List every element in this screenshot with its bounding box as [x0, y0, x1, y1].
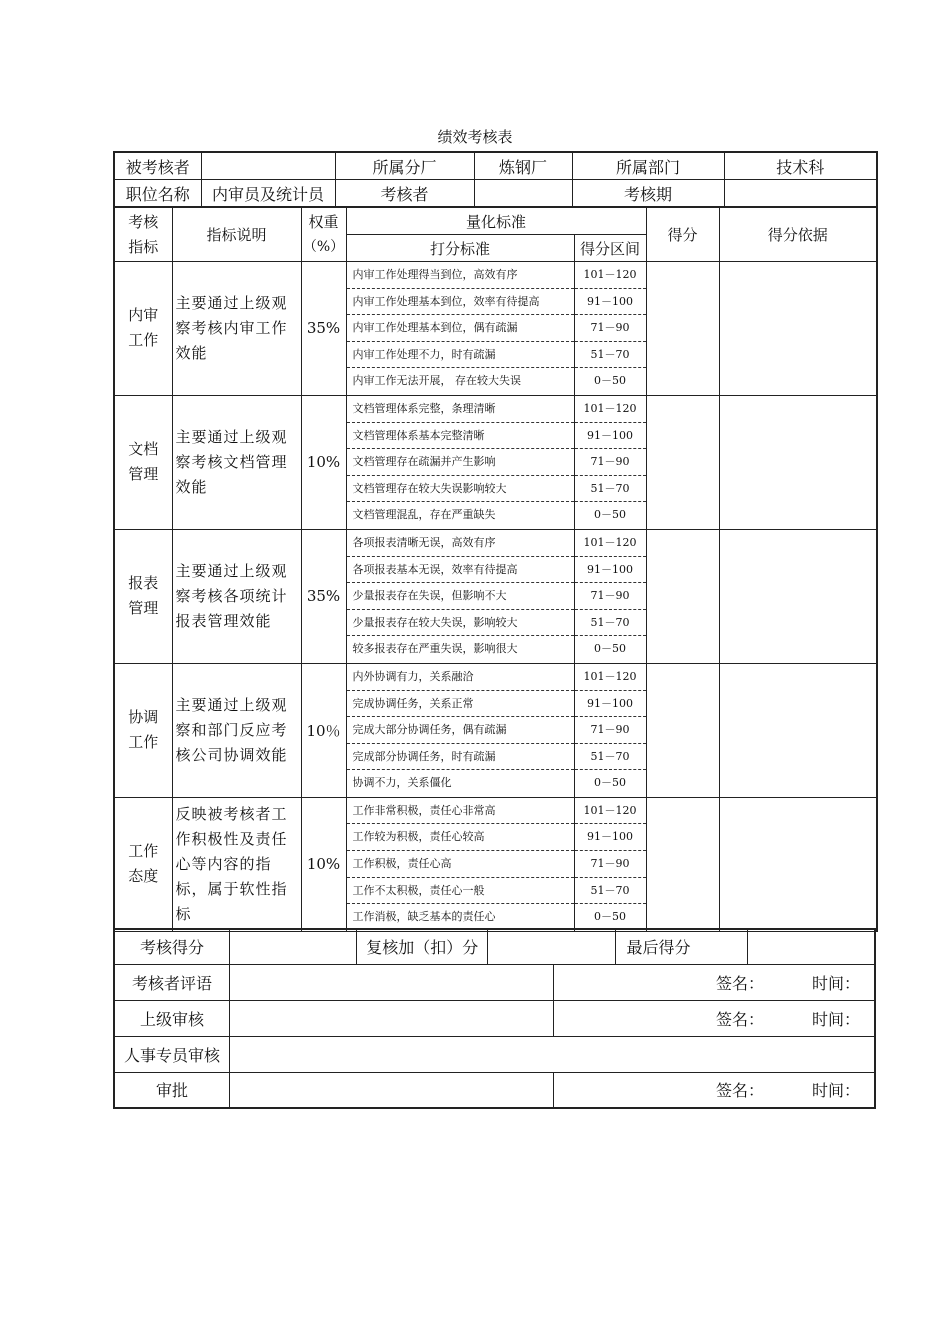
score-range: 51－70 [575, 476, 646, 503]
criteria-level: 工作积极，责任心高 [347, 851, 574, 878]
reviewer-signature-block [554, 964, 875, 1000]
score-field[interactable] [646, 395, 719, 529]
reviewee-label: 被考核者 [114, 152, 201, 180]
criteria-level: 各项报表基本无误，效率有待提高 [347, 557, 574, 584]
range-list [574, 262, 646, 396]
col-criteria-header: 打分标准 [346, 235, 574, 262]
superior-review-field[interactable] [229, 1000, 553, 1036]
score-range: 71－90 [575, 717, 646, 744]
position-label: 职位名称 [114, 180, 201, 208]
criteria-level: 内审工作处理基本到位，效率有待提高 [347, 289, 574, 316]
criteria-level: 完成大部分协调任务，偶有疏漏 [347, 717, 574, 744]
range-list [574, 395, 646, 529]
period-label: 考核期 [572, 180, 724, 208]
criteria-level: 文档管理存在较大失误影响较大 [347, 476, 574, 503]
score-range: 0－50 [594, 508, 626, 522]
criteria-level: 协调不力，关系僵化 [352, 776, 452, 790]
score-range: 91－100 [575, 423, 646, 450]
score-field[interactable] [646, 663, 719, 797]
score-range: 71－90 [575, 583, 646, 610]
criteria-level: 少量报表存在较大失误，影响较大 [347, 610, 574, 637]
time-label: 时间： [811, 973, 860, 993]
criteria-level: 文档管理混乱，存在严重缺失 [352, 508, 496, 522]
dept-label: 所属部门 [572, 152, 724, 180]
col-indicator-header: 考核指标 [114, 208, 172, 262]
score-range: 51－70 [575, 610, 646, 637]
indicator-row [114, 395, 877, 529]
criteria-list [346, 529, 574, 663]
score-range: 0－50 [594, 776, 626, 790]
indicator-description: 主要通过上级观察考核文档管理效能 [172, 395, 301, 529]
col-quant-header: 量化标准 [346, 208, 646, 235]
branch-label: 所属分厂 [335, 152, 474, 180]
indicator-weight: 35% [301, 529, 346, 663]
score-basis-field[interactable] [719, 663, 877, 797]
range-list [574, 663, 646, 797]
indicator-table [113, 207, 878, 932]
score-range: 101－120 [575, 530, 646, 557]
score-range: 0－50 [594, 642, 626, 656]
superior-signature-block [554, 1000, 875, 1036]
final-score-label: 最后得分 [616, 929, 748, 964]
superior-review-label: 上级审核 [114, 1000, 229, 1036]
score-field[interactable] [646, 529, 719, 663]
indicator-description: 主要通过上级观察考核内审工作效能 [172, 262, 301, 396]
recheck-field[interactable] [487, 929, 615, 964]
criteria-level: 完成协调任务，关系正常 [347, 691, 574, 718]
time-label: 时间： [811, 1009, 860, 1029]
indicator-description: 主要通过上级观察和部门反应考核公司协调效能 [172, 663, 301, 797]
indicator-row [114, 262, 877, 396]
col-range-header: 得分区间 [574, 235, 646, 262]
score-range: 0－50 [594, 910, 626, 924]
indicator-weight: 10% [301, 797, 346, 931]
header-table [113, 151, 878, 208]
sign-label: 签名： [715, 973, 764, 993]
total-score-field[interactable] [229, 929, 357, 964]
reviewer-comment-field[interactable] [229, 964, 553, 1000]
reviewee-value-field[interactable] [201, 152, 335, 180]
criteria-level: 工作非常积极，责任心非常高 [347, 798, 574, 825]
score-range: 91－100 [575, 691, 646, 718]
reviewer-comment-label: 考核者评语 [114, 964, 229, 1000]
branch-value[interactable]: 炼钢厂 [474, 152, 572, 180]
recheck-label: 复核加（扣）分 [357, 929, 488, 964]
criteria-list [346, 262, 574, 396]
indicator-row [114, 663, 877, 797]
score-basis-field[interactable] [719, 262, 877, 396]
indicator-name: 工作态度 [114, 797, 172, 931]
approval-field[interactable] [229, 1072, 553, 1108]
score-field[interactable] [646, 797, 719, 931]
range-list [574, 529, 646, 663]
score-range: 91－100 [575, 824, 646, 851]
final-score-field[interactable] [747, 929, 875, 964]
score-range: 71－90 [575, 449, 646, 476]
criteria-level: 工作较为积极，责任心较高 [347, 824, 574, 851]
criteria-list [346, 663, 574, 797]
criteria-level: 内审工作处理不力，时有疏漏 [347, 342, 574, 369]
score-range: 71－90 [575, 851, 646, 878]
criteria-list [346, 395, 574, 529]
weight-header-line2: （%） [302, 238, 345, 255]
position-value[interactable]: 内审员及统计员 [201, 180, 335, 208]
score-basis-field[interactable] [719, 529, 877, 663]
score-range: 101－120 [575, 664, 646, 691]
indicator-weight: 10% [301, 395, 346, 529]
col-weight-header [301, 208, 346, 262]
approval-label: 审批 [114, 1072, 229, 1108]
criteria-level: 较多报表存在严重失误，影响很大 [352, 642, 518, 656]
score-range: 101－120 [575, 798, 646, 825]
score-basis-field[interactable] [719, 395, 877, 529]
score-field[interactable] [646, 262, 719, 396]
criteria-level: 内审工作处理得当到位，高效有序 [347, 262, 574, 289]
criteria-level: 文档管理体系基本完整清晰 [347, 423, 574, 450]
score-range: 51－70 [575, 342, 646, 369]
sign-label: 签名： [715, 1081, 764, 1100]
hr-review-label: 人事专员审核 [114, 1036, 229, 1072]
criteria-level: 内外协调有力，关系融洽 [347, 664, 574, 691]
col-description-header: 指标说明 [172, 208, 301, 262]
indicator-name: 协调工作 [114, 663, 172, 797]
criteria-level: 完成部分协调任务，时有疏漏 [347, 744, 574, 771]
indicator-row [114, 529, 877, 663]
approval-signature-block [554, 1072, 875, 1108]
criteria-level: 内审工作处理基本到位，偶有疏漏 [347, 315, 574, 342]
indicator-weight: 10％ [301, 663, 346, 797]
criteria-level: 文档管理存在疏漏并产生影响 [347, 449, 574, 476]
dept-value[interactable]: 技术科 [724, 152, 877, 180]
criteria-level: 少量报表存在失误，但影响不大 [347, 583, 574, 610]
indicator-description: 主要通过上级观察考核各项统计报表管理效能 [172, 529, 301, 663]
score-range: 91－100 [575, 289, 646, 316]
criteria-list [346, 797, 574, 931]
sign-label: 签名： [715, 1009, 764, 1029]
criteria-level: 工作不太积极，责任心一般 [347, 878, 574, 905]
score-range: 0－50 [594, 374, 626, 388]
indicator-description: 反映被考核者工作积极性及责任心等内容的指标，属于软性指标 [172, 797, 301, 931]
reviewer-label: 考核者 [335, 180, 474, 208]
score-range: 101－120 [575, 396, 646, 423]
score-range: 71－90 [575, 315, 646, 342]
col-score-header: 得分 [646, 208, 719, 262]
reviewer-value-field[interactable] [474, 180, 572, 208]
total-score-label: 考核得分 [114, 929, 229, 964]
score-range: 51－70 [575, 744, 646, 771]
page-title: 绩效考核表 [437, 128, 513, 146]
criteria-level: 文档管理体系完整，条理清晰 [347, 396, 574, 423]
footer-table [113, 928, 876, 1109]
time-label: 时间： [811, 1081, 860, 1100]
indicator-name: 文档管理 [114, 395, 172, 529]
criteria-level: 各项报表清晰无误，高效有序 [347, 530, 574, 557]
criteria-level: 工作消极，缺乏基本的责任心 [352, 910, 496, 924]
indicator-row [114, 797, 877, 931]
indicator-weight: 35% [301, 262, 346, 396]
indicator-name: 报表管理 [114, 529, 172, 663]
col-basis-header: 得分依据 [719, 208, 877, 262]
hr-review-field[interactable] [229, 1036, 875, 1072]
indicator-name: 内审工作 [114, 262, 172, 396]
criteria-level: 内审工作无法开展， 存在较大失误 [352, 374, 521, 388]
score-range: 51－70 [575, 878, 646, 905]
score-basis-field[interactable] [719, 797, 877, 931]
score-range: 91－100 [575, 557, 646, 584]
score-range: 101－120 [575, 262, 646, 289]
range-list [574, 797, 646, 931]
period-value-field[interactable] [724, 180, 877, 208]
weight-header-line1: 权重 [308, 212, 339, 231]
